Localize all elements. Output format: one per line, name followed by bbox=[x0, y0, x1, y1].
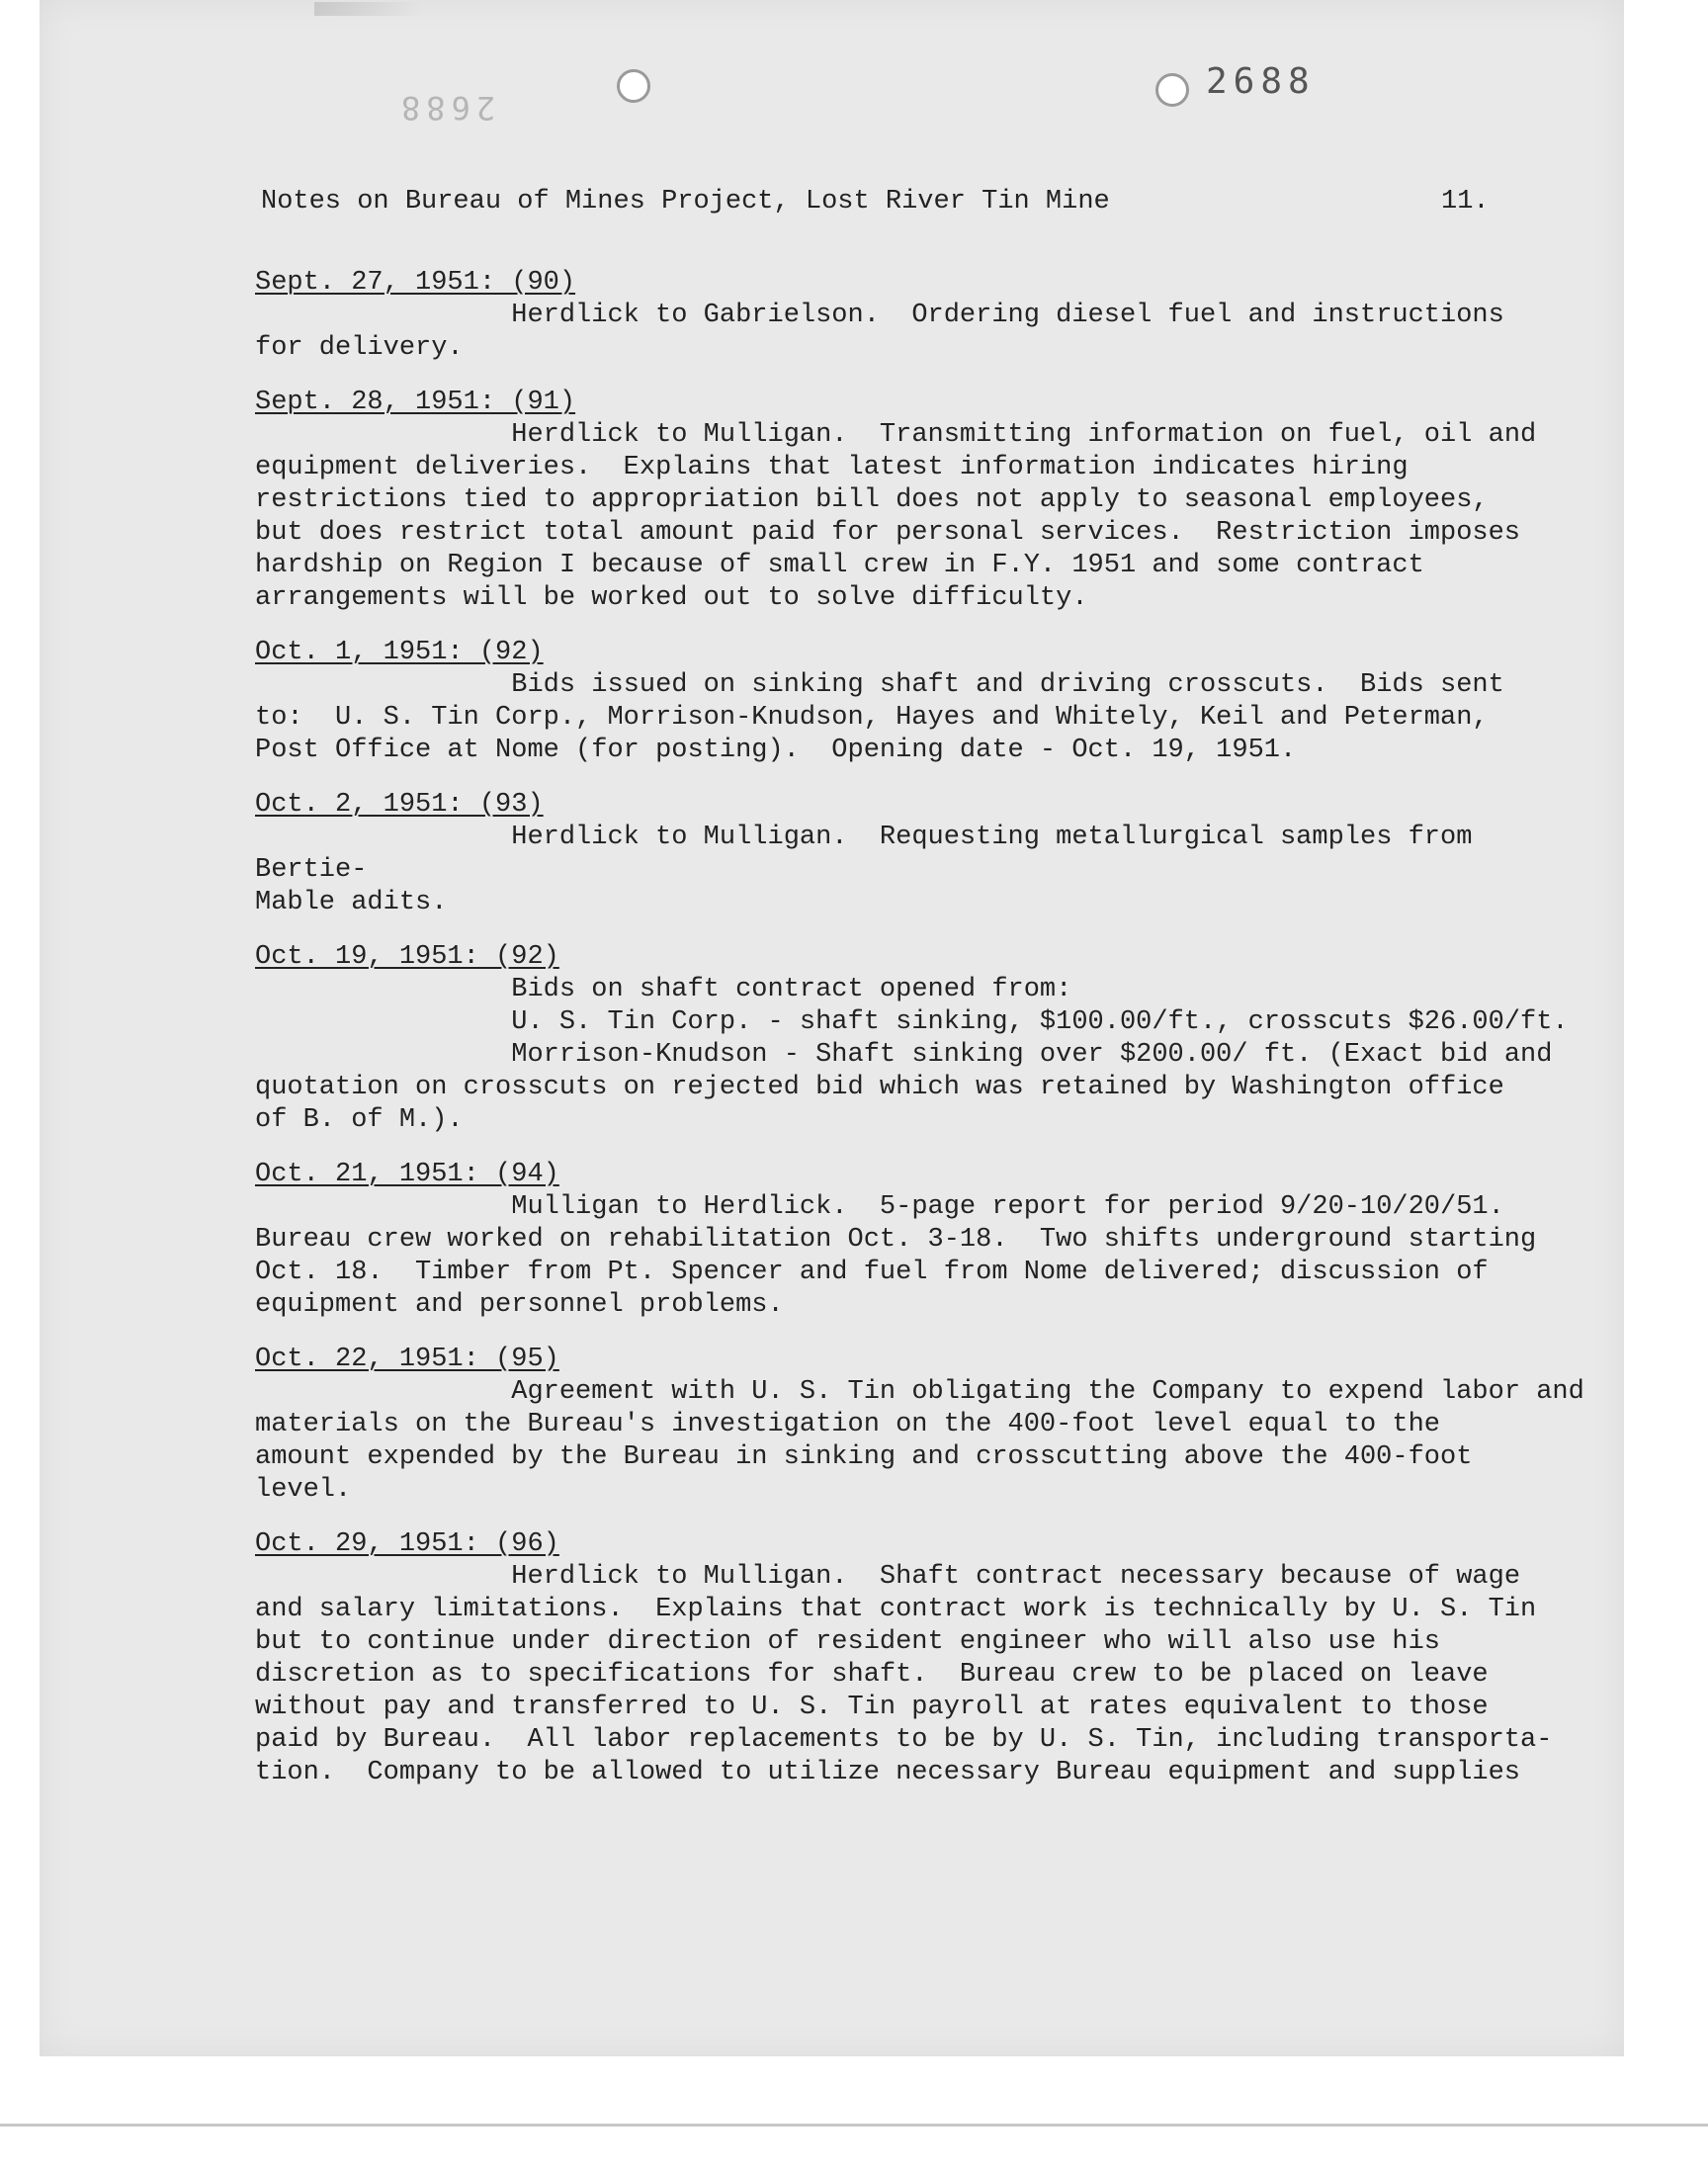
log-entry bbox=[255, 637, 1599, 767]
entry-date: Oct. 21, 1951: (94) bbox=[255, 1160, 559, 1189]
entry-text: Bids on shaft contract opened from: U. S. Tin Corp. - shaft sinking, $100.00/ft., crosscuts $26.00/ft. Morrison-Knudson - Shaft sinking over $200.00/ ft. (Exact bid and quotation on crosscuts on rejected bid which was retained by Washington office of B. of M.). bbox=[255, 975, 1569, 1135]
scan-edge-line bbox=[0, 2124, 1708, 2127]
entry-date: Sept. 27, 1951: (90) bbox=[255, 268, 576, 298]
entry-date: Oct. 2, 1951: (93) bbox=[255, 790, 544, 820]
document-page bbox=[40, 0, 1624, 2056]
log-entry bbox=[255, 1528, 1599, 1789]
stamp-number: 2688 bbox=[1206, 61, 1316, 102]
document-header bbox=[255, 178, 1599, 221]
entry-date: Oct. 19, 1951: (92) bbox=[255, 942, 559, 972]
log-entry bbox=[255, 267, 1599, 365]
entry-text: Bids issued on sinking shaft and driving crosscuts. Bids sent to: U. S. Tin Corp., Morrison-Knudson, Hayes and Whitely, Keil and Peterman, Post Office at Nome (for posting). Opening date - Oct. 19, 1951. bbox=[255, 670, 1504, 765]
entry-date: Sept. 28, 1951: (91) bbox=[255, 388, 576, 417]
log-entry bbox=[255, 789, 1599, 919]
entry-text: Mulligan to Herdlick. 5-page report for period 9/20-10/20/51. Bureau crew worked on rehabilitation Oct. 3-18. Two shifts underground starting Oct. 18. Timber from Pt. Spencer and fuel from Nome delivered; discussion of equipment and personnel problems. bbox=[255, 1192, 1537, 1320]
log-entry bbox=[255, 1344, 1599, 1507]
stamp-number-bleedthrough: 2688 bbox=[395, 89, 496, 127]
entry-text: Herdlick to Mulligan. Requesting metallurgical samples from Bertie- Mable adits. bbox=[255, 823, 1473, 917]
entry-date: Oct. 29, 1951: (96) bbox=[255, 1529, 559, 1559]
entry-date: Oct. 22, 1951: (95) bbox=[255, 1345, 559, 1374]
document-body bbox=[255, 178, 1599, 1811]
entry-text: Herdlick to Mulligan. Shaft contract necessary because of wage and salary limitations. Explains that contract work is technically by U. S. Tin but to continue under direction of resident engineer who will also use his discretion as to specifications for shaft. Bureau crew to be placed on leave without pay and transferred to U. S. Tin payroll at rates equivalent to those paid by Bureau. All labor replacements to be by U. S. Tin, including transporta- tion. Company to be allowed to utilize necessary Bureau equipment and supplies bbox=[255, 1562, 1553, 1787]
entry-date: Oct. 1, 1951: (92) bbox=[255, 638, 544, 667]
punch-hole-right bbox=[1155, 73, 1189, 107]
entry-text: Herdlick to Gabrielson. Ordering diesel fuel and instructions for delivery. bbox=[255, 301, 1504, 363]
document-title: Notes on Bureau of Mines Project, Lost River Tin Mine bbox=[261, 187, 1110, 217]
page-number: 11. bbox=[1441, 187, 1490, 217]
entry-text: Herdlick to Mulligan. Transmitting information on fuel, oil and equipment deliveries. Explains that latest information indicates hiring restrictions tied to appropriation bill does not apply to seasonal employees, but does restrict total amount paid for personal services. Restriction imposes hardship on Region I because of small crew in F.Y. 1951 and some contract arrangements will be worked out to solve difficulty. bbox=[255, 420, 1537, 613]
entry-text: Agreement with U. S. Tin obligating the Company to expend labor and materials on the Bureau's investigation on the 400-foot level equal to the amount expended by the Bureau in sinking and crosscutting above the 400-foot level. bbox=[255, 1377, 1584, 1505]
page-smudge bbox=[314, 2, 423, 16]
log-entry bbox=[255, 941, 1599, 1137]
punch-hole-left bbox=[617, 69, 650, 103]
log-entry bbox=[255, 387, 1599, 615]
log-entry bbox=[255, 1159, 1599, 1322]
